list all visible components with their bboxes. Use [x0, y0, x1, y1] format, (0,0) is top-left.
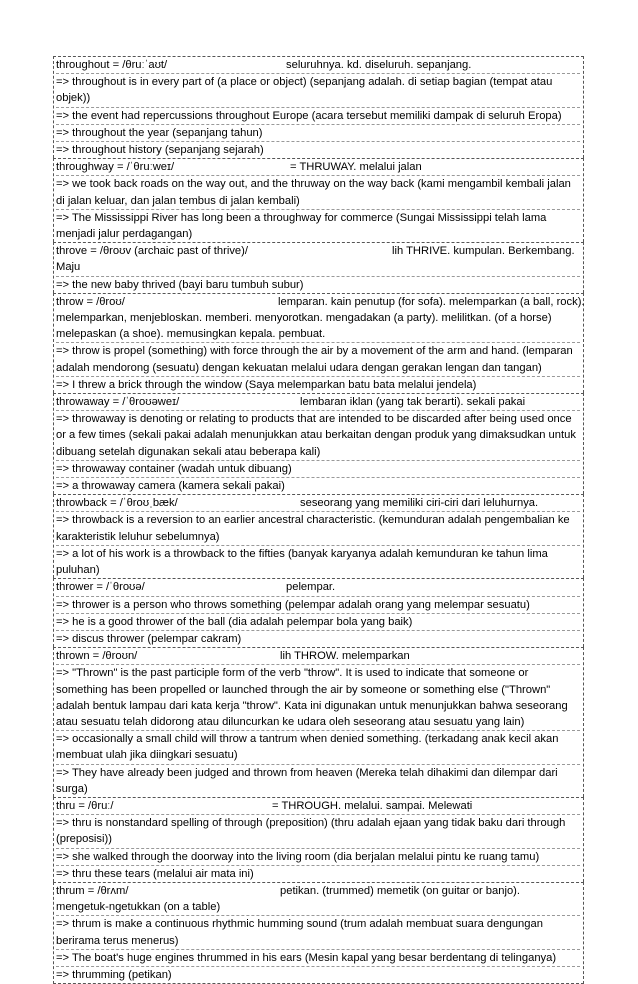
- example-line: => he is a good thrower of the ball (dia adalah pelempar bola yang baik): [56, 613, 580, 630]
- headword-pronunciation: throwback = /ˈθroʊˌbæk/: [56, 497, 178, 510]
- entry-header: [56, 243, 580, 259]
- headword-pronunciation: throw = /θroʊ/: [56, 295, 125, 308]
- example-line: => the event had repercussions throughout Europe (acara tersebut memiliki dampak di seluruh Eropa): [56, 107, 580, 124]
- example-line: => throwaway container (wadah untuk dibuang): [56, 460, 580, 477]
- entry-gloss: lih THROW. melemparkan: [280, 650, 410, 663]
- example-line: => throughout history (sepanjang sejarah): [56, 141, 580, 158]
- entry-gloss: pelempar.: [286, 581, 336, 594]
- example-line: => throughout is in every part of (a place or object) (sepanjang adalah. di setiap bagian (tempat atau objek)): [56, 73, 580, 106]
- example-line: => I threw a brick through the window (Saya melemparkan batu bata melalui jendela): [56, 376, 580, 393]
- entry-gloss: lih THRIVE. kumpulan. Berkembang.: [392, 245, 575, 258]
- dictionary-entry: [53, 293, 584, 393]
- entry-header: [56, 883, 580, 899]
- entry-gloss: seseorang yang memiliki ciri-ciri dari leluhurnya.: [300, 497, 539, 510]
- dictionary-entry: [53, 578, 584, 647]
- example-line: => throw is propel (something) with force through the air by a movement of the arm and hand. (lemparan adalah mendorong (sesuatu) dengan kekuatan melalui udara dengan gerakan lengan dan tangan): [56, 342, 580, 375]
- entry-header: [56, 159, 580, 175]
- example-line: => throwback is a reversion to an earlier ancestral characteristic. (kemunduran adalah pengembalian ke karakteristik leluhur sebelumnya): [56, 511, 580, 544]
- headword-pronunciation: thrum = /θrʌm/: [56, 884, 129, 897]
- gloss-continuation: melemparkan, menjebloskan. memberi. menyorotkan. mengadakan (a party). melilitkan. (of a horse) melepaskan (a shoe). memusingkan kepala. pembuat.: [56, 312, 552, 341]
- example-line: => thru these tears (melalui air mata ini): [56, 865, 580, 882]
- example-line: => a throwaway camera (kamera sekali pakai): [56, 477, 580, 494]
- example-line: => discus thrower (pelempar cakram): [56, 630, 580, 647]
- dictionary-entry: [53, 797, 584, 882]
- headword-pronunciation: thrower = /ˈθroʊə/: [56, 581, 145, 594]
- headword-pronunciation: throwaway = /ˈθroʊəweɪ/: [56, 396, 180, 409]
- dictionary-entry: [53, 242, 584, 293]
- entry-header: [56, 495, 580, 511]
- example-line: => throwaway is denoting or relating to products that are intended to be discarded after being used once or a few times (sekali pakai adalah menunjukkan atau berkaitan dengan produk yang dimaksudkan untuk dibuang setelah digunakan sekali atau beberapa kali): [56, 410, 580, 460]
- headword-pronunciation: thru = /θruː/: [56, 799, 114, 812]
- example-line: => a lot of his work is a throwback to the fifties (banyak karyanya adalah kemunduran ke tahun lima puluhan): [56, 545, 580, 578]
- headword-pronunciation: throve = /θroʊv (archaic past of thrive)/: [56, 245, 248, 258]
- example-line: => They have already been judged and thrown from heaven (Mereka telah dihakimi dan dilempar dari surga): [56, 764, 580, 797]
- entry-header: [56, 648, 580, 664]
- dictionary-entry: [53, 56, 584, 158]
- example-line: => The Mississippi River has long been a throughway for commerce (Sungai Mississippi telah lama menjadi jalur perdagangan): [56, 209, 580, 242]
- entry-gloss: lembaran iklan (yang tak berarti). sekali pakai: [300, 396, 526, 409]
- gloss-continuation: mengetuk-ngetukkan (on a table): [56, 901, 221, 914]
- headword-pronunciation: throughway = /ˈθruːweɪ/: [56, 161, 175, 174]
- dictionary-page: [53, 56, 584, 984]
- example-line: => thrum is make a continuous rhythmic humming sound (trum adalah membuat suara dengungan berirama terus menerus): [56, 915, 580, 948]
- example-line: => thru is nonstandard spelling of through (preposition) (thru adalah ejaan yang tidak baku dari through (preposisi)): [56, 814, 580, 847]
- entry-header: [56, 798, 580, 814]
- dictionary-entry: [53, 882, 584, 984]
- example-line: => thrower is a person who throws something (pelempar adalah orang yang melempar sesuatu): [56, 596, 580, 613]
- entry-header: [56, 294, 585, 310]
- example-line: => we took back roads on the way out, and the thruway on the way back (kami mengambil kembali jalan di jalan keluar, dan jalan tembus di jalan kembali): [56, 175, 580, 208]
- example-line: => the new baby thrived (bayi baru tumbuh subur): [56, 276, 580, 293]
- entry-header: [56, 57, 580, 73]
- entry-header: [56, 579, 580, 595]
- entry-header: [56, 394, 580, 410]
- headword-pronunciation: thrown = /θroʊn/: [56, 650, 138, 663]
- dictionary-entry: [53, 494, 584, 578]
- entry-gloss: = THROUGH. melalui. sampai. Melewati: [272, 799, 473, 812]
- example-line: => occasionally a small child will throw a tantrum when denied something. (terkadang anak kecil akan membuat ulah jika diingkari sesuatu): [56, 730, 580, 763]
- entry-gloss: petikan. (trummed) memetik (on guitar or banjo).: [280, 884, 521, 897]
- example-line: => The boat's huge engines thrummed in his ears (Mesin kapal yang besar berdentang di telinganya): [56, 949, 580, 966]
- example-line: => "Thrown" is the past participle form of the verb "throw". It is used to indicate that someone or something has been propelled or launched through the air by someone or something else ("Thrown" adalah bentuk lampau dari kata kerja "throw". Kata ini digunakan untuk menunjukkan bahwa seseorang atau sesuatu telah didorong atau diluncurkan ke udara oleh seseorang atau sesuatu yang lain): [56, 664, 580, 730]
- entry-gloss: = THRUWAY. melalui jalan: [290, 161, 422, 174]
- headword-pronunciation: throughout = /θruːˈaʊt/: [56, 59, 168, 71]
- example-line: => thrumming (petikan): [56, 966, 580, 983]
- example-line: => throughout the year (sepanjang tahun): [56, 124, 580, 141]
- entry-gloss: lemparan. kain penutup (for sofa). melemparkan (a ball, rock).: [278, 295, 585, 308]
- dictionary-entry: [53, 647, 584, 797]
- gloss-continuation: Maju: [56, 261, 81, 274]
- entry-gloss: seluruhnya. kd. diseluruh. sepanjang.: [286, 59, 472, 71]
- dictionary-entry: [53, 393, 584, 494]
- example-line: => she walked through the doorway into the living room (dia berjalan melalui pintu ke ruang tamu): [56, 848, 580, 865]
- dictionary-entry: [53, 158, 584, 242]
